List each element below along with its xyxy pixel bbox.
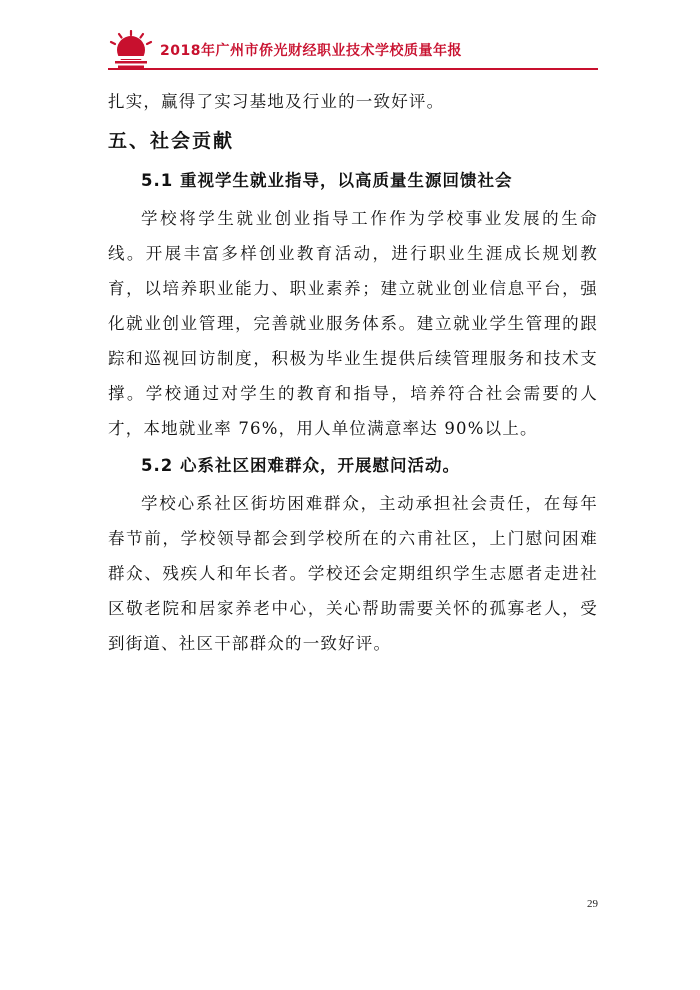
page-header	[0, 0, 700, 80]
page-number: 29	[587, 898, 598, 910]
header-divider	[108, 68, 598, 70]
paragraph-community: 学校心系社区街坊困难群众，主动承担社会责任，在每年春节前，学校领导都会到学校所在的六甫社区，上门慰问困难群众、残疾人和年长者。学校还会定期组织学生志愿者走进社区敬老院和居家养老中心，关心帮助需要关怀的孤寡老人，受到街道、社区干部群众的一致好评。	[108, 494, 598, 653]
subsection-title-community: 5.2 心系社区困难群众，开展慰问活动。	[141, 456, 460, 475]
page-content	[108, 84, 598, 661]
continued-paragraph: 扎实，赢得了实习基地及行业的一致好评。	[108, 92, 445, 111]
subsection-title-employment: 5.1 重视学生就业指导，以高质量生源回馈社会	[141, 171, 513, 190]
paragraph-employment: 学校将学生就业创业指导工作作为学校事业发展的生命线。开展丰富多样创业教育活动，进行职业生涯成长规划教育，以培养职业能力、职业素养；建立就业创业信息平台，强化就业创业管理，完善就业服务体系。建立就业学生管理的跟踪和巡视回访制度，积极为毕业生提供后续管理服务和技术支撑。学校通过对学生的教育和指导，培养符合社会需要的人才，本地就业率 76%，用人单位满意率达 90%以上。	[108, 209, 598, 438]
header-title: 2018年广州市侨光财经职业技术学校质量年报	[160, 43, 462, 59]
section-title: 五、社会贡献	[108, 130, 235, 152]
school-emblem-icon	[108, 30, 154, 70]
